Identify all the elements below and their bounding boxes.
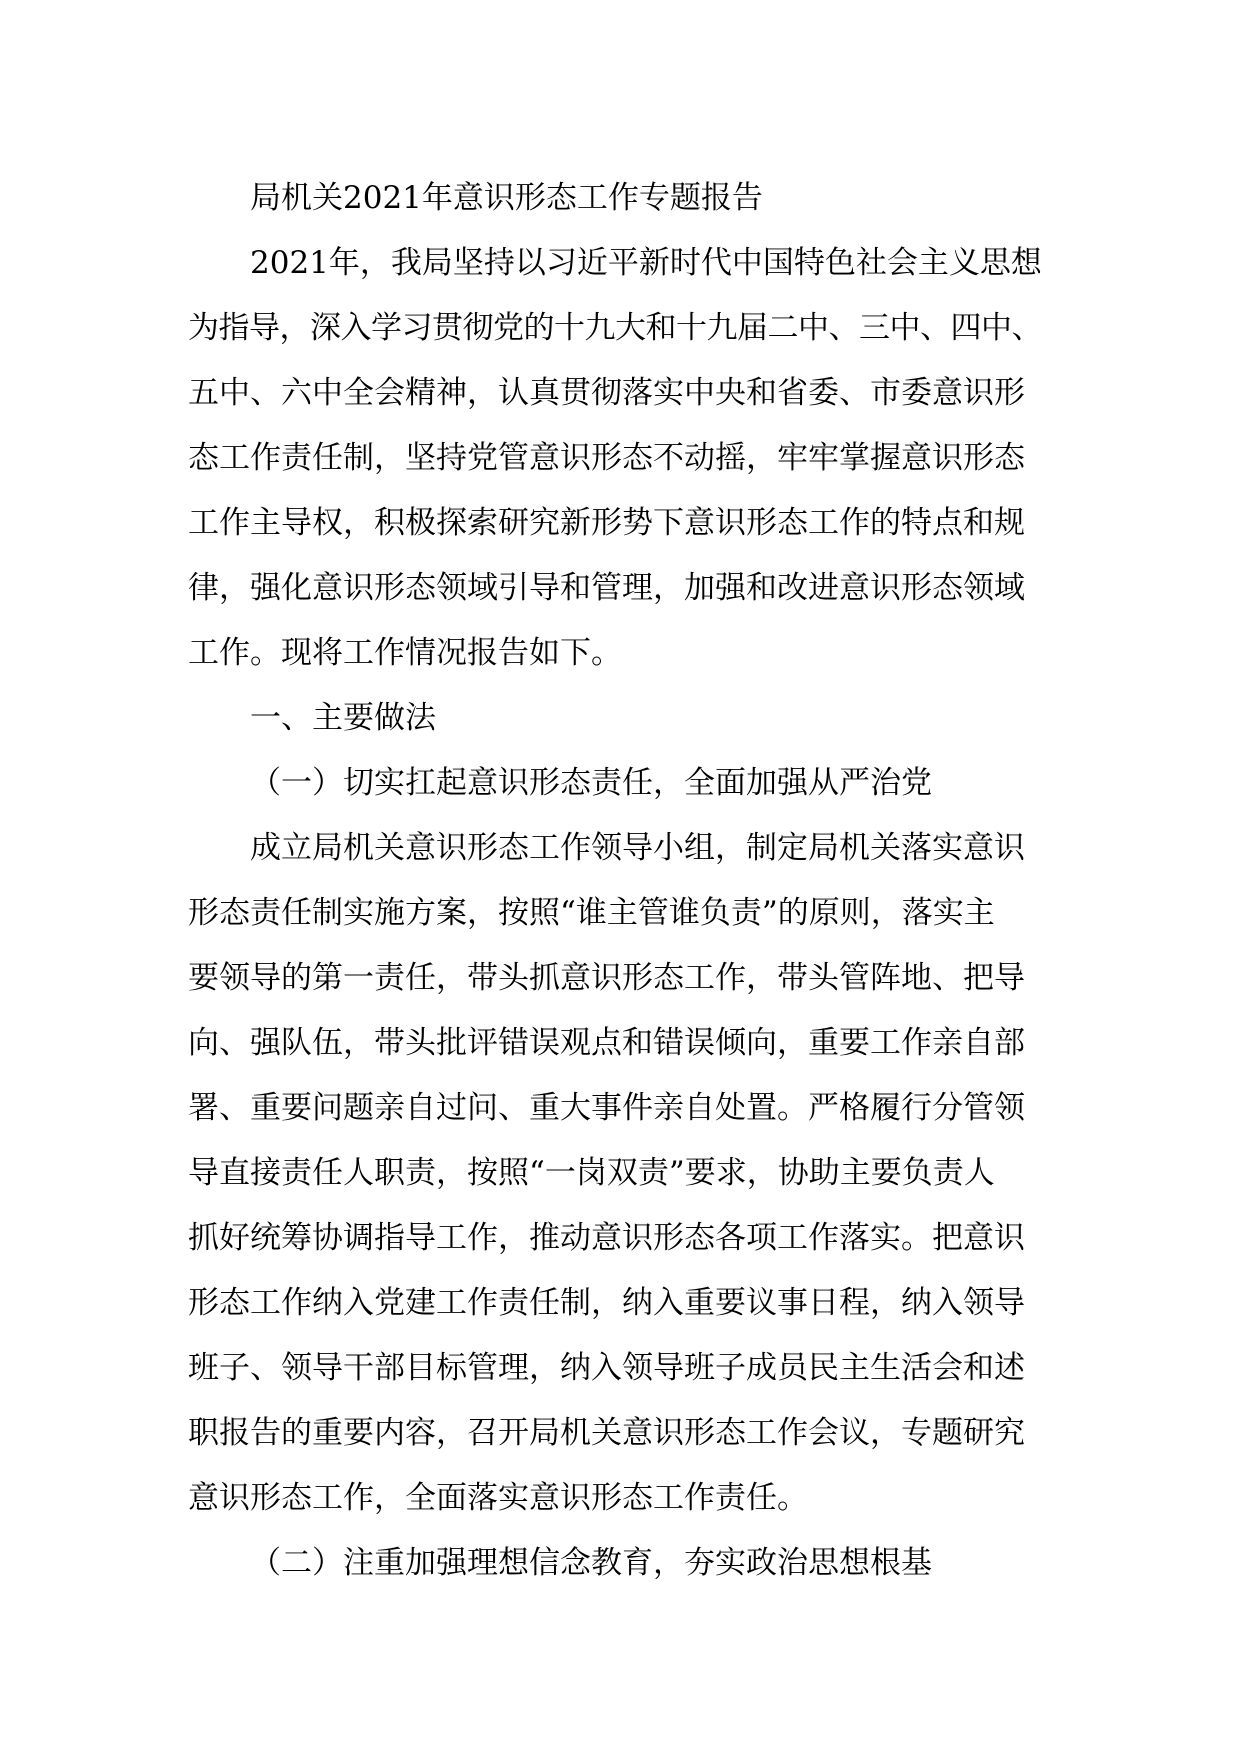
paragraph-line: 意识形态工作，全面落实意识形态工作责任。	[188, 1480, 808, 1516]
paragraph-line: 署、重要问题亲自过问、重大事件亲自处置。严格履行分管领	[188, 1090, 1025, 1126]
paragraph-line: 五中、六中全会精神，认真贯彻落实中央和省委、市委意识形	[188, 375, 1025, 411]
paragraph-intro	[188, 231, 1058, 686]
paragraph-line: 形态工作纳入党建工作责任制，纳入重要议事日程，纳入领导	[188, 1285, 1025, 1321]
paragraph-line: 向、强队伍，带头批评错误观点和错误倾向，重要工作亲自部	[188, 1025, 1025, 1061]
paragraph-line: 形态责任制实施方案，按照“谁主管谁负责”的原则，落实主	[188, 895, 995, 931]
paragraph-line: 2021年，我局坚持以习近平新时代中国特色社会主义思想	[250, 245, 1042, 281]
paragraph-line: 导直接责任人职责，按照“一岗双责”要求，协助主要负责人	[188, 1155, 995, 1191]
paragraph-line: 班子、领导干部目标管理，纳入领导班子成员民主生活会和述	[188, 1350, 1025, 1386]
paragraph-line: 工作主导权，积极探索研究新形势下意识形态工作的特点和规	[188, 505, 1025, 541]
paragraph-line: 态工作责任制，坚持党管意识形态不动摇，牢牢掌握意识形态	[188, 440, 1025, 476]
paragraph-line: 要领导的第一责任，带头抓意识形态工作，带头管阵地、把导	[188, 960, 1025, 996]
subsection-heading-2: （二）注重加强理想信念教育，夯实政治思想根基	[250, 1545, 932, 1581]
paragraph-line: 为指导，深入学习贯彻党的十九大和十九届二中、三中、四中、	[188, 310, 1042, 346]
section-heading-main-practices: 一、主要做法	[250, 700, 436, 736]
paragraph-line: 职报告的重要内容，召开局机关意识形态工作会议，专题研究	[188, 1415, 1025, 1451]
paragraph-line: 抓好统筹协调指导工作，推动意识形态各项工作落实。把意识	[188, 1220, 1025, 1256]
paragraph-line: 工作。现将工作情况报告如下。	[188, 635, 622, 671]
subsection-heading-1: （一）切实扛起意识形态责任，全面加强从严治党	[250, 765, 932, 801]
paragraph-line: 律，强化意识形态领域引导和管理，加强和改进意识形态领域	[188, 570, 1025, 606]
paragraph-responsibility	[188, 816, 1058, 1531]
document-title: 局机关2021年意识形态工作专题报告	[250, 180, 763, 216]
paragraph-line: 成立局机关意识形态工作领导小组，制定局机关落实意识	[250, 830, 1025, 866]
document-body	[188, 166, 1058, 1596]
